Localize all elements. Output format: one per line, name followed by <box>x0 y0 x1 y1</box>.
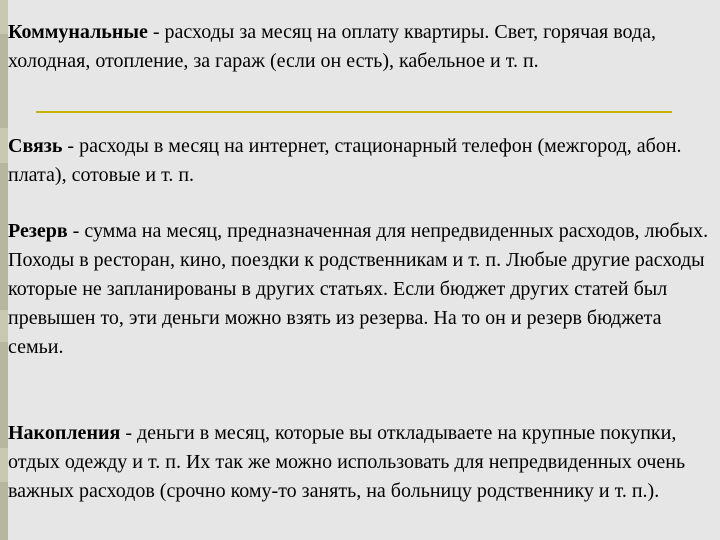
text-utilities: - расходы за месяц на оплату квартиры. Свет, горячая вода, холодная, отопление, за гараж (если он есть), кабельное и т. п. <box>8 21 656 72</box>
paragraph-savings <box>8 419 716 506</box>
text-communication: - расходы в месяц на интернет, стационарный телефон (межгород, абон. плата), сотовые и т. п. <box>8 135 682 186</box>
left-bar-segment <box>0 448 8 482</box>
text-reserve: - сумма на месяц, предназначенная для непредвиденных расходов, любых. Походы в ресторан, кино, поездки к родственникам и т. п. Любые другие расходы которые не запланированы в других статьях. Если бюджет других статей был превышен то, эти деньги можно взять из резерва. На то он и резерв бюджета семьи. <box>8 220 709 358</box>
left-bar-segment <box>0 128 8 163</box>
paragraph-communication <box>8 132 716 190</box>
left-decorative-bar <box>0 0 8 540</box>
paragraph-reserve <box>8 217 716 362</box>
term-savings: Накопления <box>8 422 121 444</box>
term-communication: Связь <box>8 135 63 157</box>
text-savings: - деньги в месяц, которые вы откладываете на крупные покупки, отдых одежду и т. п. Их так же можно использовать для непредвиденных очень важных расходов (срочно кому-то занять, на больницу родственнику и т. п.). <box>8 422 686 502</box>
term-utilities: Коммунальные <box>8 21 148 43</box>
left-bar-segment <box>0 0 8 34</box>
left-bar-segment <box>0 310 8 342</box>
term-reserve: Резерв <box>8 220 68 242</box>
section-divider <box>36 111 672 113</box>
paragraph-utilities <box>8 18 716 76</box>
